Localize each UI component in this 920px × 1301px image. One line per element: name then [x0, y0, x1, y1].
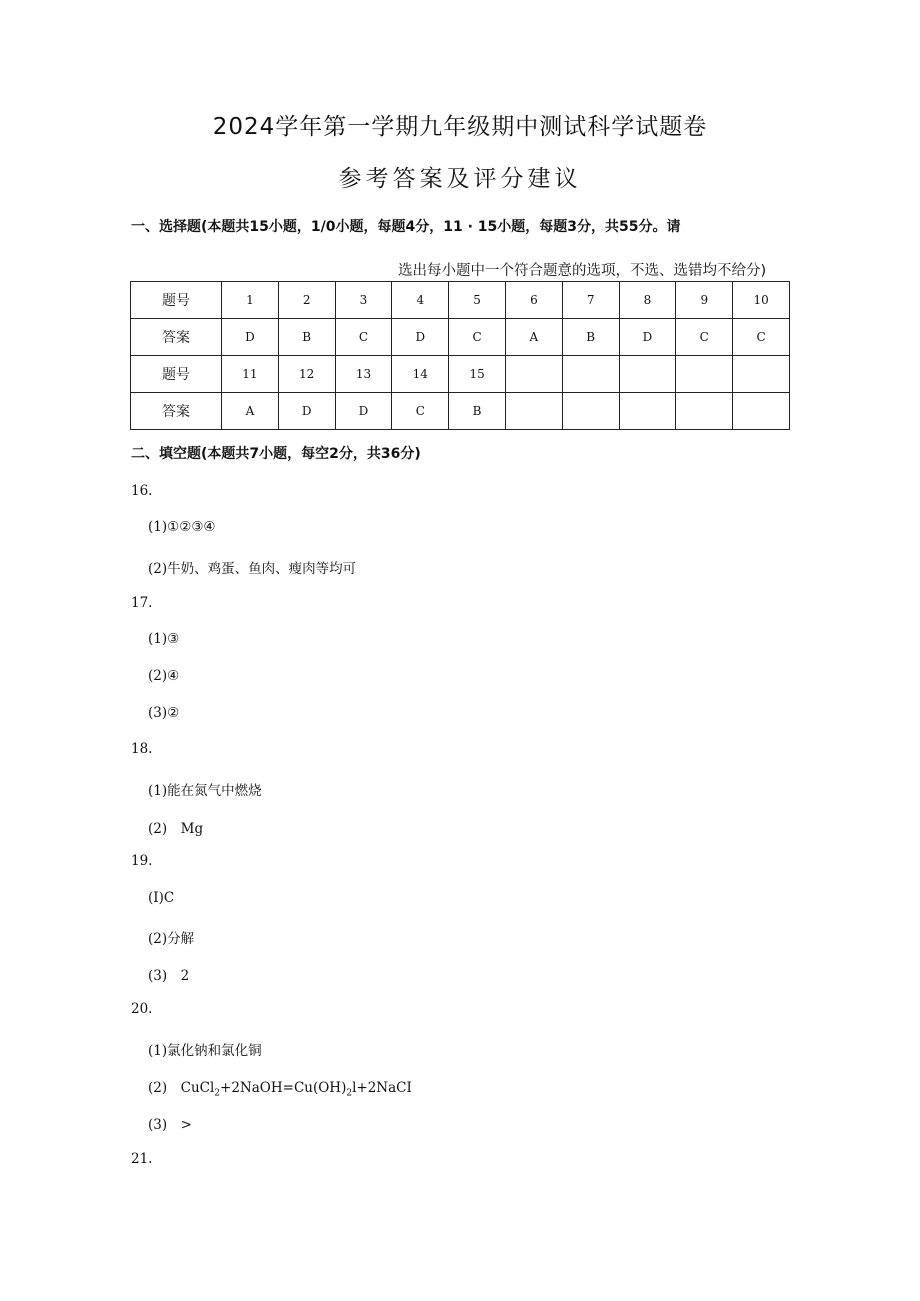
section2-heading: 二、填空题(本题共7小题，每空2分，共36分) [131, 446, 421, 462]
table-cell [562, 356, 619, 393]
table-cell [505, 393, 562, 430]
answer-20-1: (1)氯化钠和氯化铜 [148, 1043, 262, 1059]
table-cell: 1 [222, 282, 279, 319]
table-cell: 4 [392, 282, 449, 319]
answer-18-2: (2) Mg [148, 821, 204, 837]
table-row [131, 319, 790, 356]
table-cell: D [392, 319, 449, 356]
table-cell [676, 356, 733, 393]
table-cell: C [392, 393, 449, 430]
question-number-17: 17. [131, 595, 153, 611]
answer-20-2 [148, 1076, 412, 1099]
table-cell: 2 [278, 282, 335, 319]
table-cell [619, 356, 676, 393]
table-cell [676, 393, 733, 430]
section1-heading-cont: 选出每小题中一个符合题意的选项，不选、选错均不给分) [398, 263, 767, 279]
answer-20-3: (3) > [148, 1117, 192, 1133]
table-cell: A [222, 393, 279, 430]
answer-20-2-prefix: (2) [148, 1080, 181, 1096]
question-number-18: 18. [131, 741, 153, 757]
table-cell: 9 [676, 282, 733, 319]
table-row [131, 282, 790, 319]
formula-part: l+2NaCI [352, 1080, 412, 1096]
table-cell: B [449, 393, 506, 430]
answer-17-2: (2)④ [148, 668, 180, 684]
table-cell: C [676, 319, 733, 356]
page-title: 2024学年第一学期九年级期中测试科学试题卷 [212, 114, 708, 140]
table-cell: B [562, 319, 619, 356]
table-row [131, 356, 790, 393]
table-cell: B [278, 319, 335, 356]
answer-19-2: (2)分解 [148, 931, 195, 947]
answer-18-1: (1)能在氮气中燃烧 [148, 783, 262, 799]
table-cell: C [335, 319, 392, 356]
table-cell: A [505, 319, 562, 356]
answer-19-1: (I)C [148, 890, 175, 906]
table-cell: 5 [449, 282, 506, 319]
table-cell: 11 [222, 356, 279, 393]
answer-table [130, 281, 790, 430]
table-cell [562, 393, 619, 430]
table-cell: 8 [619, 282, 676, 319]
question-number-19: 19. [131, 853, 153, 869]
question-number-20: 20. [131, 1001, 153, 1017]
table-cell: D [335, 393, 392, 430]
table-cell: 14 [392, 356, 449, 393]
answer-16-2: (2)牛奶、鸡蛋、鱼肉、瘦肉等均可 [148, 561, 357, 577]
table-cell [733, 393, 790, 430]
formula-part: CuCl [180, 1080, 215, 1096]
row-label: 答案 [131, 393, 222, 430]
formula-subscript: 2 [346, 1088, 353, 1099]
table-cell: C [733, 319, 790, 356]
table-cell: 10 [733, 282, 790, 319]
table-cell: C [449, 319, 506, 356]
table-cell [505, 356, 562, 393]
table-cell: D [278, 393, 335, 430]
answer-17-3: (3)② [148, 705, 180, 721]
table-cell: D [222, 319, 279, 356]
table-cell: D [619, 319, 676, 356]
question-number-16: 16. [131, 483, 153, 499]
table-cell: 13 [335, 356, 392, 393]
table-cell [619, 393, 676, 430]
table-cell: 6 [505, 282, 562, 319]
page-subtitle: 参考答案及评分建议 [338, 166, 582, 192]
table-row [131, 393, 790, 430]
table-cell: 3 [335, 282, 392, 319]
answer-17-1: (1)③ [148, 631, 180, 647]
table-cell: 15 [449, 356, 506, 393]
question-number-21: 21. [131, 1151, 153, 1167]
formula-part: +2NaOH=Cu(OH) [220, 1080, 347, 1096]
answer-19-3: (3) 2 [148, 968, 190, 984]
table-cell: 7 [562, 282, 619, 319]
answer-16-1: (1)①②③④ [148, 519, 216, 535]
table-cell: 12 [278, 356, 335, 393]
section1-heading: 一、选择题(本题共15小题，1/0小题，每题4分，11 · 15小题，每题3分，共55分。请 [131, 219, 681, 235]
formula-subscript: 2 [214, 1088, 221, 1099]
row-label: 答案 [131, 319, 222, 356]
row-label: 题号 [131, 356, 222, 393]
row-label: 题号 [131, 282, 222, 319]
table-cell [733, 356, 790, 393]
